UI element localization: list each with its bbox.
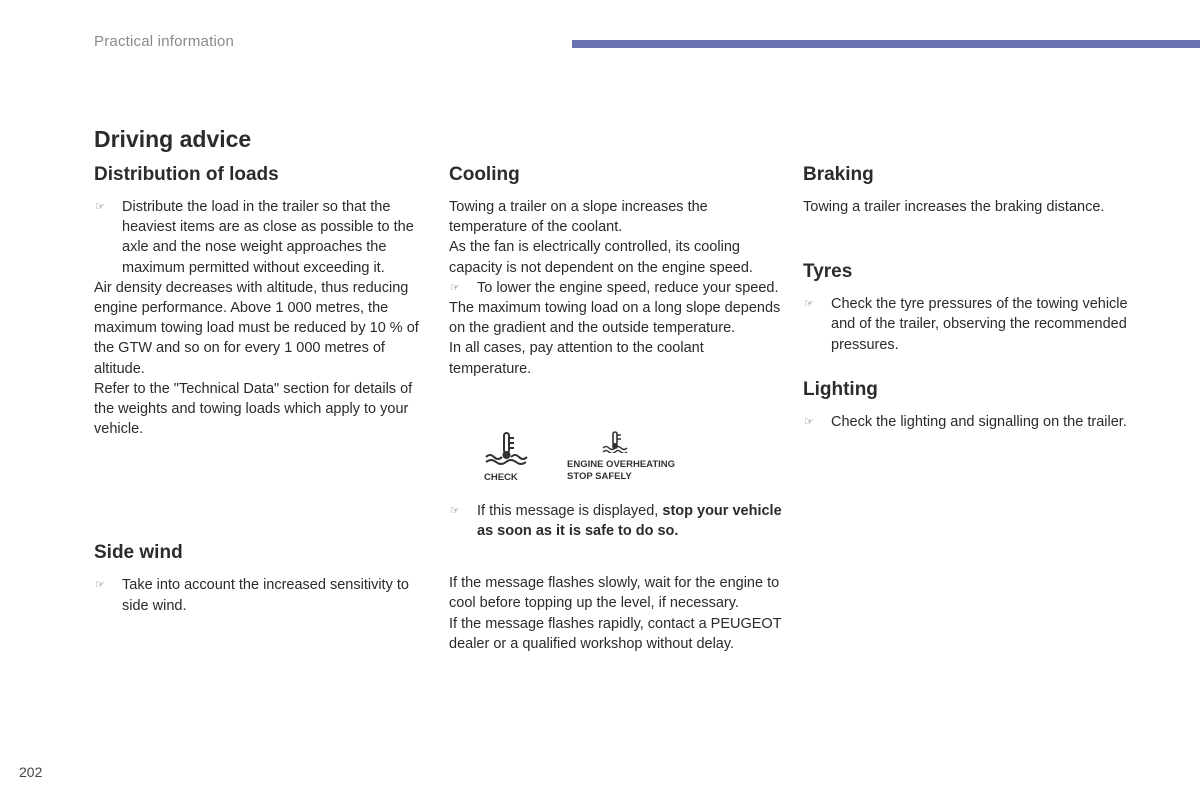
- pointing-hand-icon: ☞: [450, 281, 460, 294]
- bullet-item: [803, 294, 1143, 355]
- bullet-text: To lower the engine speed, reduce your speed.: [477, 279, 779, 296]
- bullet-text: Check the tyre pressures of the towing vehicle and of the trailer, observing the recommended pressures.: [831, 296, 1128, 353]
- pointing-hand-icon: ☞: [450, 504, 460, 517]
- paragraph: Air density decreases with altitude, thus reducing engine performance. Above 1 000 metres, the maximum towing load must be reduced by 10 % of the GTW and so on for every 1 000 metres of altitude.: [94, 279, 419, 377]
- bullet-item: [449, 278, 784, 298]
- pointing-hand-icon: ☞: [95, 201, 105, 213]
- bullet-text: Check the lighting and signalling on the trailer.: [831, 413, 1127, 430]
- bullet-item: [94, 575, 424, 615]
- paragraph: If the message flashes rapidly, contact a PEUGEOT dealer or a qualified workshop without delay.: [449, 615, 782, 652]
- heading-distribution-of-loads: Distribution of loads: [94, 164, 279, 185]
- heading-cooling: Cooling: [449, 164, 520, 185]
- column-middle: [449, 163, 784, 654]
- paragraph: The maximum towing load on a long slope depends on the gradient and the outside temperature.: [449, 300, 781, 337]
- heading-braking: Braking: [803, 164, 874, 185]
- heading-tyres: Tyres: [803, 261, 853, 283]
- paragraph: Refer to the "Technical Data" section for details of the weights and towing loads which apply to your vehicle.: [94, 380, 413, 438]
- column-right: [803, 163, 1143, 432]
- warning-icons: [477, 431, 784, 501]
- paragraph: Towing a trailer on a slope increases the temperature of the coolant.: [449, 199, 708, 236]
- bullet-item: [449, 501, 784, 541]
- section-label: Practical information: [94, 33, 235, 50]
- pointing-hand-icon: ☞: [95, 579, 105, 592]
- coolant-temperature-icon: [567, 431, 667, 453]
- page-number: 202: [19, 764, 43, 780]
- bullet-item: [803, 412, 1143, 432]
- paragraph: If the message flashes slowly, wait for the engine to cool before topping up the level, if necessary.: [449, 575, 780, 612]
- icon-caption: STOP SAFELY: [567, 470, 632, 482]
- pointing-hand-icon: ☞: [804, 298, 814, 311]
- paragraph: As the fan is electrically controlled, its cooling capacity is not dependent on the engine speed.: [449, 239, 753, 276]
- heading-side-wind: Side wind: [94, 542, 183, 564]
- engine-overheating-icon: [567, 431, 675, 482]
- icon-caption: ENGINE OVERHEATING: [567, 458, 676, 470]
- bullet-text: Take into account the increased sensitivity to side wind.: [122, 577, 409, 614]
- bullet-text: Distribute the load in the trailer so that the heaviest items are as close as possible to the axle and the nose weight approaches the maximum permitted without exceeding it.: [122, 199, 414, 276]
- bullet-item: [94, 197, 424, 278]
- icon-caption: CHECK: [484, 471, 518, 483]
- bullet-text: If this message is displayed,: [477, 502, 663, 519]
- coolant-check-icon: [484, 431, 528, 483]
- paragraph: Towing a trailer increases the braking distance.: [803, 199, 1105, 215]
- page-title: Driving advice: [94, 126, 252, 152]
- bullet-text-bold: stop your vehicle as soon as it is safe to do so.: [477, 502, 782, 540]
- paragraph: In all cases, pay attention to the coolant temperature.: [449, 340, 704, 377]
- pointing-hand-icon: ☞: [804, 415, 814, 428]
- header-accent-bar: [572, 40, 1200, 48]
- coolant-temperature-icon: [484, 431, 528, 465]
- heading-lighting: Lighting: [803, 378, 878, 400]
- column-left: [94, 163, 424, 616]
